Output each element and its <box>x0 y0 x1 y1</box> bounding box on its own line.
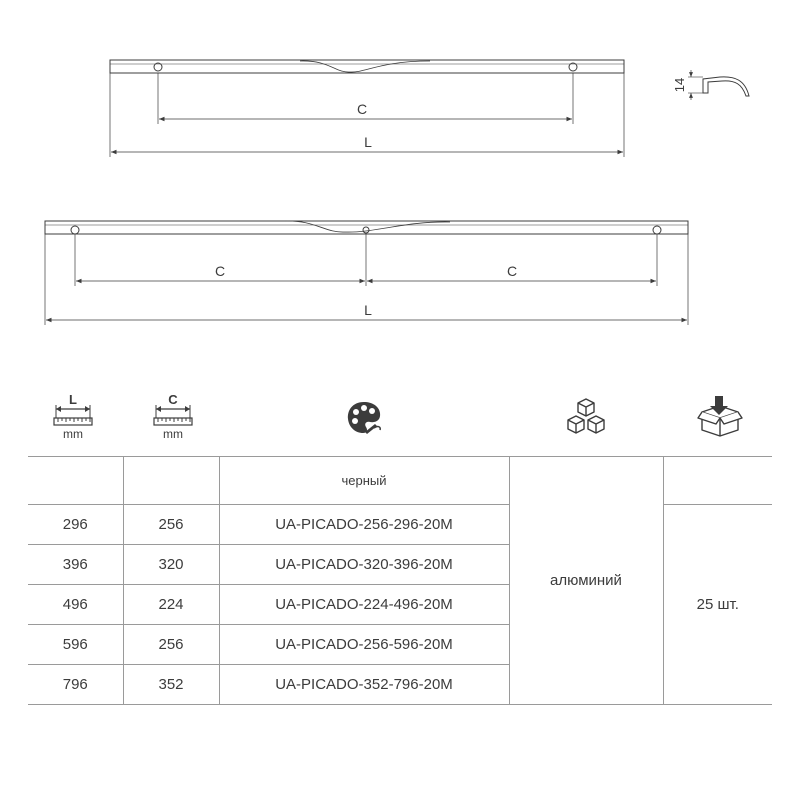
dimension-label-l: L <box>364 302 372 318</box>
cubes-icon <box>562 396 610 445</box>
material-value: алюминий <box>509 457 663 705</box>
table-cell <box>123 457 219 505</box>
center-distance-value: 320 <box>123 545 219 585</box>
box-download-icon <box>696 394 744 445</box>
color-label: черный <box>219 457 509 505</box>
article-value: UA-PICADO-352-796-20M <box>219 665 509 705</box>
dimension-label-c-right: C <box>506 263 518 279</box>
article-value: UA-PICADO-256-296-20M <box>219 505 509 545</box>
length-value: 496 <box>28 585 123 625</box>
dimension-label-l: L <box>364 134 372 150</box>
center-distance-value: 256 <box>123 625 219 665</box>
dimension-label-c: C <box>356 101 368 117</box>
specification-table <box>28 456 772 705</box>
svg-text:mm: mm <box>163 427 183 441</box>
article-value: UA-PICADO-320-396-20M <box>219 545 509 585</box>
profile-cross-section <box>688 70 749 100</box>
table-row <box>28 457 772 505</box>
length-value: 396 <box>28 545 123 585</box>
dimension-label-height: 14 <box>672 77 687 93</box>
table-cell <box>28 457 123 505</box>
length-value: 296 <box>28 505 123 545</box>
svg-text:C: C <box>168 392 178 407</box>
dimension-label-c-left: C <box>214 263 226 279</box>
svg-text:L: L <box>69 392 77 407</box>
package-value: 25 шт. <box>663 505 772 705</box>
length-value: 596 <box>28 625 123 665</box>
table-cell <box>663 457 772 505</box>
center-distance-value: 256 <box>123 505 219 545</box>
palette-icon <box>344 398 384 443</box>
technical-drawing <box>0 0 800 360</box>
center-distance-value: 224 <box>123 585 219 625</box>
article-value: UA-PICADO-224-496-20M <box>219 585 509 625</box>
length-icon <box>48 392 98 447</box>
length-value: 796 <box>28 665 123 705</box>
article-value: UA-PICADO-256-596-20M <box>219 625 509 665</box>
center-distance-icon <box>148 392 198 447</box>
svg-text:mm: mm <box>63 427 83 441</box>
center-distance-value: 352 <box>123 665 219 705</box>
